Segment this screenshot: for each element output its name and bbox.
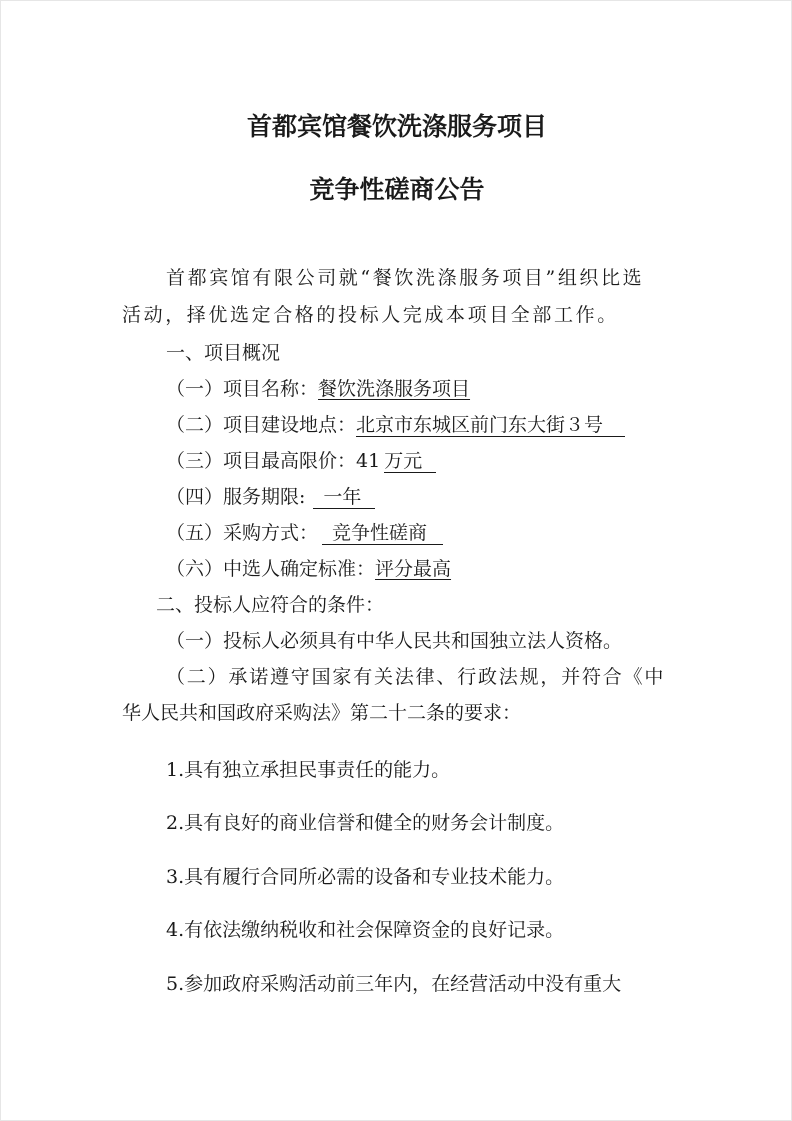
project-name-value: 餐饮洗涤服务项目 (318, 378, 471, 400)
project-location-label: （二）项目建设地点： (166, 414, 357, 436)
condition-1: （一）投标人必须具有中华人民共和国独立法人资格。 (166, 630, 623, 652)
procurement-method-label: （五）采购方式： (166, 522, 319, 544)
requirement-3: 3.具有履行合同所必需的设备和专业技术能力。 (166, 866, 565, 888)
price-limit-row (166, 449, 436, 473)
selection-standard-row (166, 557, 451, 581)
intro-line-1: 首都宾馆有限公司就“餐饮洗涤服务项目”组织比选 (166, 267, 645, 289)
condition-2-line-1: （二）承诺遵守国家有关法律、行政法规，并符合《中 (166, 666, 666, 688)
title-line-1: 首都宾馆餐饮洗涤服务项目 (246, 112, 547, 141)
requirement-5: 5.参加政府采购活动前三年内，在经营活动中没有重大 (166, 973, 622, 995)
procurement-method-value: 竞争性磋商 (322, 523, 443, 545)
project-location-row (166, 413, 625, 437)
project-name-row (166, 377, 470, 401)
service-period-label: （四）服务期限: (166, 486, 306, 508)
selection-standard-value: 评分最高 (375, 558, 452, 580)
requirement-1: 1.具有独立承担民事责任的能力。 (166, 759, 451, 781)
project-location-value: 北京市东城区前门东大街３号 (356, 415, 625, 437)
title-line-2: 竞争性磋商公告 (309, 175, 485, 204)
procurement-method-row (166, 521, 443, 545)
service-period-row (166, 485, 375, 509)
requirement-2: 2.具有良好的商业信誉和健全的财务会计制度。 (166, 812, 565, 834)
section-1-heading: 一、项目概况 (166, 342, 281, 364)
price-limit-label: （三）项目最高限价：41 (166, 450, 381, 472)
price-limit-unit: 万元 (384, 451, 436, 473)
service-period-value: 一年 (313, 487, 375, 509)
condition-2-line-2: 华人民共和国政府采购法》第二十二条的要求： (122, 702, 522, 724)
requirement-4: 4.有依法缴纳税收和社会保障资金的良好记录。 (166, 919, 565, 941)
section-2-heading: 二、投标人应符合的条件： (156, 594, 385, 616)
selection-standard-label: （六）中选人确定标准： (166, 558, 376, 580)
project-name-label: （一）项目名称： (166, 378, 319, 400)
intro-line-2: 活动，择优选定合格的投标人完成本项目全部工作。 (122, 304, 619, 326)
